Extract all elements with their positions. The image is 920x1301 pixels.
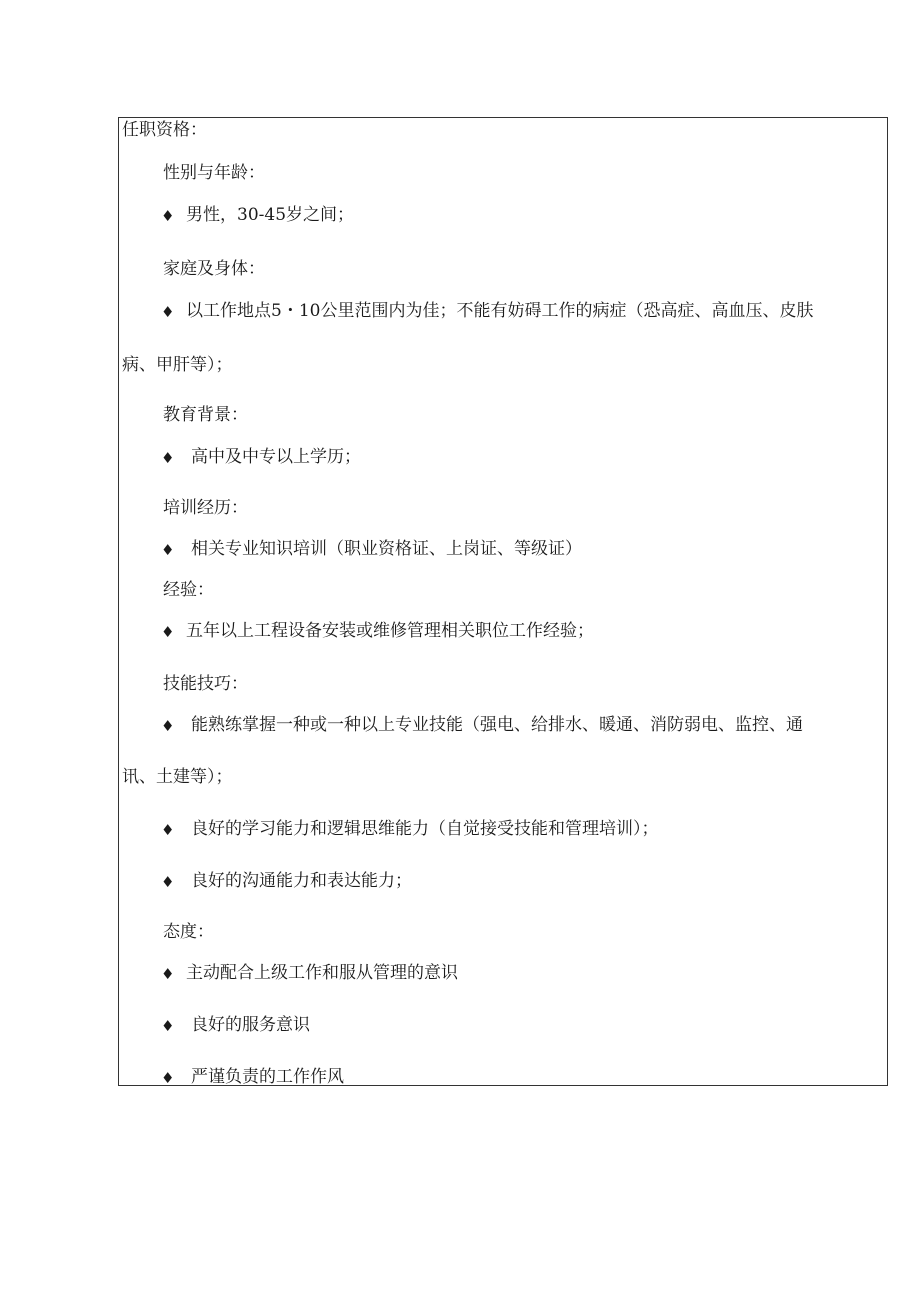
bullet-diamond-icon: ♦ [161, 449, 175, 467]
item-education: 高中及中专以上学历； [191, 447, 361, 467]
item-family-health-cont: 病、甲肝等）； [122, 355, 233, 375]
bullet-diamond-icon: ♦ [161, 1017, 175, 1035]
item-family-health: 以工作地点5・10公里范围内为佳；不能有妨碍工作的病症（恐高症、高血压、皮肤 [186, 301, 814, 321]
item-attitude-cooperation: 主动配合上级工作和服从管理的意识 [186, 963, 458, 983]
heading-skills: 技能技巧： [163, 674, 248, 694]
heading-experience: 经验： [163, 580, 214, 600]
bullet-diamond-icon: ♦ [161, 873, 175, 891]
item-experience: 五年以上工程设备安装或维修管理相关职位工作经验； [186, 621, 594, 641]
bullet-diamond-icon: ♦ [161, 303, 175, 321]
heading-education: 教育背景： [163, 405, 248, 425]
item-training: 相关专业知识培训（职业资格证、上岗证、等级证） [191, 539, 582, 559]
item-skills-technical: 能熟练掌握一种或一种以上专业技能（强电、给排水、暖通、消防弱电、监控、通 [191, 715, 803, 735]
section-title: 任职资格： [122, 120, 207, 140]
bullet-diamond-icon: ♦ [161, 623, 175, 641]
bullet-diamond-icon: ♦ [161, 717, 175, 735]
item-skills-technical-cont: 讯、土建等）； [122, 767, 233, 787]
bullet-diamond-icon: ♦ [161, 821, 175, 839]
bullet-diamond-icon: ♦ [161, 541, 175, 559]
bullet-diamond-icon: ♦ [161, 207, 175, 225]
heading-attitude: 态度： [163, 922, 214, 942]
bullet-diamond-icon: ♦ [161, 965, 175, 983]
item-gender-age: 男性，30-45岁之间； [186, 205, 355, 225]
bullet-diamond-icon: ♦ [161, 1069, 175, 1087]
heading-gender-age: 性别与年龄： [163, 163, 265, 183]
heading-family-health: 家庭及身体： [163, 259, 265, 279]
heading-training: 培训经历： [163, 498, 248, 518]
item-attitude-responsibility: 严谨负责的工作作风 [191, 1067, 344, 1087]
item-attitude-service: 良好的服务意识 [191, 1015, 310, 1035]
item-skills-learning: 良好的学习能力和逻辑思维能力（自觉接受技能和管理培训）； [191, 819, 659, 839]
item-skills-communication: 良好的沟通能力和表达能力； [191, 871, 412, 891]
